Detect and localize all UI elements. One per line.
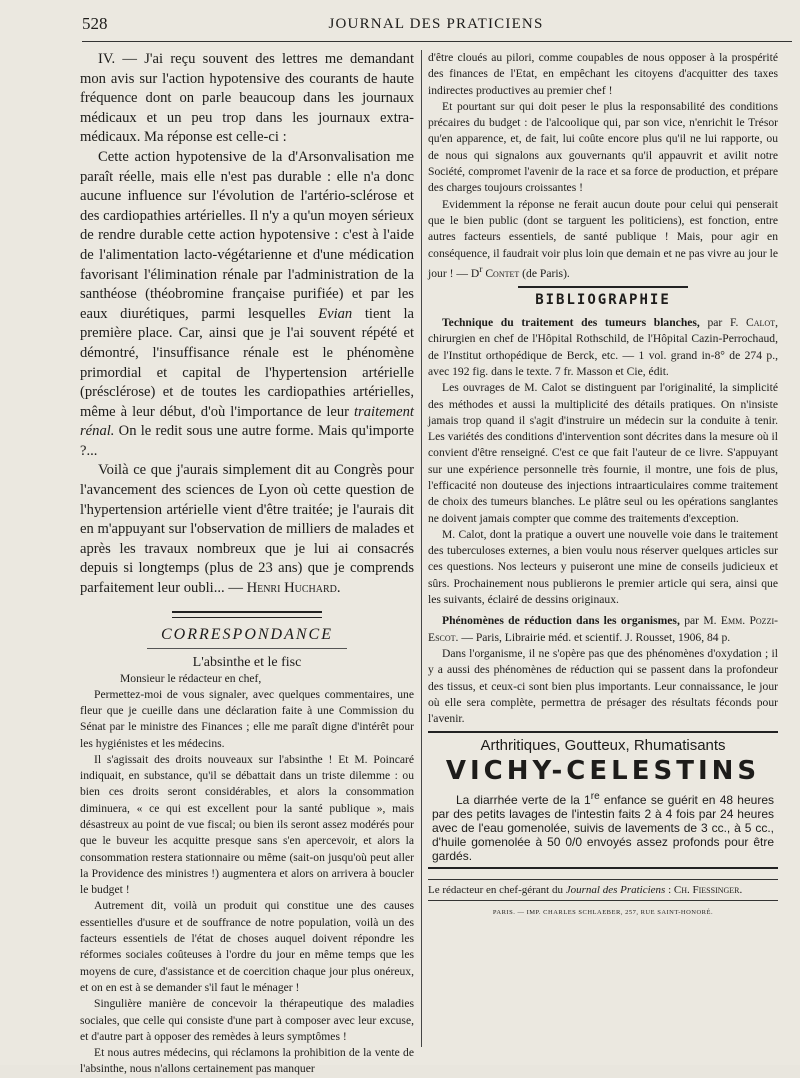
page-header xyxy=(82,14,790,40)
header-rule xyxy=(82,41,792,42)
section-ornament xyxy=(80,605,414,623)
huchard-article xyxy=(80,50,414,599)
paragraph: Dans l'organisme, il ne s'opère pas que des phénomènes d'oxydation ; il y a aussi des phénomènes de réduction qui se passent dans la profondeur des tissus, et ceux-ci sont bien plus importants. Leur connaissance, le jour où elle sera complète, permettra de présager des résultats féconds pour l'avenir. xyxy=(428,646,778,726)
book-review-2 xyxy=(428,613,778,727)
author-signature: Contet xyxy=(482,266,520,280)
heading-rule xyxy=(147,648,347,649)
editor-line: Le rédacteur en chef-gérant du Journal des Praticiens : Ch. Fiessinger. xyxy=(428,879,778,901)
paragraph: d'être cloués au pilori, comme coupables de nous opposer à la prospérité des finances de l'Etat, en empêchant les citoyens d'acquitter des taxes indirectes productives au premier chef ! xyxy=(428,51,778,97)
book-review-1 xyxy=(428,315,778,608)
advertisement xyxy=(428,731,778,869)
letter-salutation: Monsieur le rédacteur en chef, xyxy=(120,671,262,685)
paragraph: Et nous autres médecins, qui réclamons la prohibition de la vente de l'absinthe, nous n'allons certainement pas manquer xyxy=(80,1046,414,1076)
journal-title: JOURNAL DES PRATICIENS xyxy=(328,16,544,32)
heading-rule xyxy=(518,286,688,288)
ad-tagline: Arthritiques, Goutteux, Rhumatisants xyxy=(480,737,726,755)
paragraph: Cette action hypotensive de la d'Arsonvalisation me paraît réelle, mais elle n'est pas durable : elle n'a donc aucune influence sur l'évolution de l'artério-sclérose et des cardiopathies artérielles. Il n'y a qu'un moyen sérieux de rendre durable cette action hypotensive : c'est à l'aide de l'alimentation lacto-végétarienne et d'une médication favorisant l'élimination rénale par l'administration de la santhéose (théobromine française purifiée) et par les eaux diurétiques, parmi lesquelles Evian tient la première place. Car, ainsi que je l'ai souvent répété et démontré, l'insuffisance rénale est le phénomène primordial et capital de l'hypertension artérielle (présclérose) et de toutes les cardiopathies artérielles, même à leur début, d'où l'importance de leur traitement rénal. On le redit sous une autre forme. Mais qu'importe ?... xyxy=(80,148,414,459)
letter-title: L'absinthe et le fisc xyxy=(192,654,302,670)
printer-line: PARIS. — IMP. CHARLES SCHLAEBER, 257, RUE SAINT-HONORÉ. xyxy=(492,909,714,917)
paragraph: Et pourtant sur qui doit peser le plus la responsabilité des conditions précaires du budget : de l'alcoolique qui, par son vice, n'enrichit le Trésor qu'en apparence, et, de fait, lui coûte encore plus qu'il ne lui rapporte, ou de nous qui signalons aux gouvernants qu'il appauvrit et avilit notre Société, compromet l'avenir de la race et sa force de production, et prépare des charges toujours croissantes ! xyxy=(428,99,778,195)
paragraph: Voilà ce que j'aurais simplement dit au Congrès pour l'avancement des sciences de Lyon où cette question de l'hypertension artérielle vient d'être traitée; je l'aurais dit en m'appuyant sur l'observation de milliers de malades et après les travaux nombreux que je lui ai consacrés depuis si longtemps (plus de 23 ans) que je comprends parfaitement leur oubli... — Henri Huchard. xyxy=(80,462,414,597)
paragraph: Evidemment la réponse ne ferait aucun doute pour celui qui penserait que le bien public (dont se targuent les politiciens), est fonction, entre autres facteurs essentiels, de santé publique ! Mais, pour agir en conséquence, il faudrait voir plus loin que demain et ne pas vivre au jour le jour ! — $D^r$ Contet (de Paris). xyxy=(428,197,778,280)
book-citation: Technique du traitement des tumeurs blanches, par F. Calot, chirurgien en chef de l'Hôpital Rothschild, de l'Hôpital Cazin-Perrochaud, de l'Institut orthopédique de Berck, etc. — 1 vol. grand in-8° de 274 p., avec 192 fig. dans le texte. 7 fr. Masson et Cie, édit. xyxy=(428,316,778,378)
column-divider xyxy=(421,50,422,1047)
paragraph: Autrement dit, voilà un produit qui constitue une des causes essentielles d'usure et de souffrance de notre population, voilà un des facteurs essentiels de l'état de choses auquel doivent répondre les réformes sociales coûteuses à l'ordre du jour en même temps que les moyens de cure, d'assistance et de coercition chaque jour plus onéreux, et on en est à se demander s'il faut le ménager ! xyxy=(80,899,414,994)
bibliography-title: BIBLIOGRAPHIE xyxy=(535,292,671,309)
page-number: 528 xyxy=(82,14,108,33)
paragraph: Les ouvrages de M. Calot se distinguent par l'originalité, la simplicité des méthodes et aussi la multiplicité des détails pratiques. On n'insiste jamais trop quand il s'agit d'instruire un médecin sur la conduite à tenir. Les variétés des conditions d'intervention sont décrites dans la mesure où il convient d'être renseigné. C'est ce que fait l'auteur de ce livre. S'appuyant sur une expérience personnelle très fournie, il montre, une fois de plus, l'efficacité non douteuse des injections intraarticulaires comme traitement de choix des tumeurs blanches. Le plâtre seul ou les opérations sanglantes ne doivent jamais compter que comme des traitements d'exception. xyxy=(428,381,778,525)
ad-brand: VICHY-CELESTINS xyxy=(445,756,761,787)
paragraph: IV. — J'ai reçu souvent des lettres me demandant mon avis sur l'action hypotensive des courants de haute fréquence dont on parle beaucoup dans les journaux médicaux et un peu trop dans les journaux extra-médicaux. Ma réponse est celle-ci : xyxy=(80,51,414,146)
paragraph: Il s'agissait des droits nouveaux sur l'absinthe ! Et M. Poincaré indiquait, en substance, qu'il se débattait dans un triste dilemme : ou bien ces droits seront considérables, et alors la consommation diminuera, « ce qui est excellent pour la santé publique », mais désastreux au point de vue fiscal; ou bien ils seront assez modérés pour que le buveur les acquitte presque sans s'en apercevoir, et alors la consommation restera stationnaire ou même (sait-on jusqu'où peut aller la Providence des ministres !) augmentera et alors on arrivera à boucler le budget ! xyxy=(80,752,414,897)
letter-body xyxy=(80,687,414,1078)
paragraph: M. Calot, dont la pratique a ouvert une nouvelle voie dans le traitement des tuberculoses externes, a bien voulu nous réserver quelques articles sur ces questions. Nos lecteurs y puiseront une mine de conseils judicieux et sûrs. Prochainement nous publierons le premier article qui sera, ainsi que les suivants, éclairé de dessins originaux. xyxy=(428,527,778,607)
paragraph: Permettez-moi de vous signaler, avec quelques commentaires, une fleur que je cueille dans une déclaration faite à une Commission du Sénat par le ministre des Finances ; elle me paraît digne d'intérêt pour les hygiénistes et les médecins. xyxy=(80,687,414,750)
book-citation: Phénomènes de réduction dans les organismes, par M. Emm. Pozzi-Escot. — Paris, Librairie méd. et scientif. J. Rousset, 1906, 84 p. xyxy=(428,614,778,644)
paragraph: Singulière manière de concevoir la thérapeutique des maladies sociales, que celle qui consiste d'une part à composer avec leur excuse, et d'autre part à opposer des remèdes à leurs symptômes ! xyxy=(80,997,414,1043)
author-signature: Henri Huchard. xyxy=(246,580,341,597)
left-column xyxy=(80,50,414,1078)
section-heading-correspondance: CORRESPONDANCE xyxy=(161,625,333,643)
right-column xyxy=(428,50,778,916)
letter-continuation xyxy=(428,50,778,282)
ad-text: La diarrhée verte de la 1re enfance se guérit en 48 heures par des petits lavages de l'intestin faits 2 à 4 fois par 24 heures avec de l'eau gomenolée, suivis de lavements de 3 cc., à 5 cc., d'huile gomenolée à 50 0/0 envoyés assez profonds pour être gardés. xyxy=(432,791,774,864)
bibliography-heading xyxy=(428,286,778,309)
